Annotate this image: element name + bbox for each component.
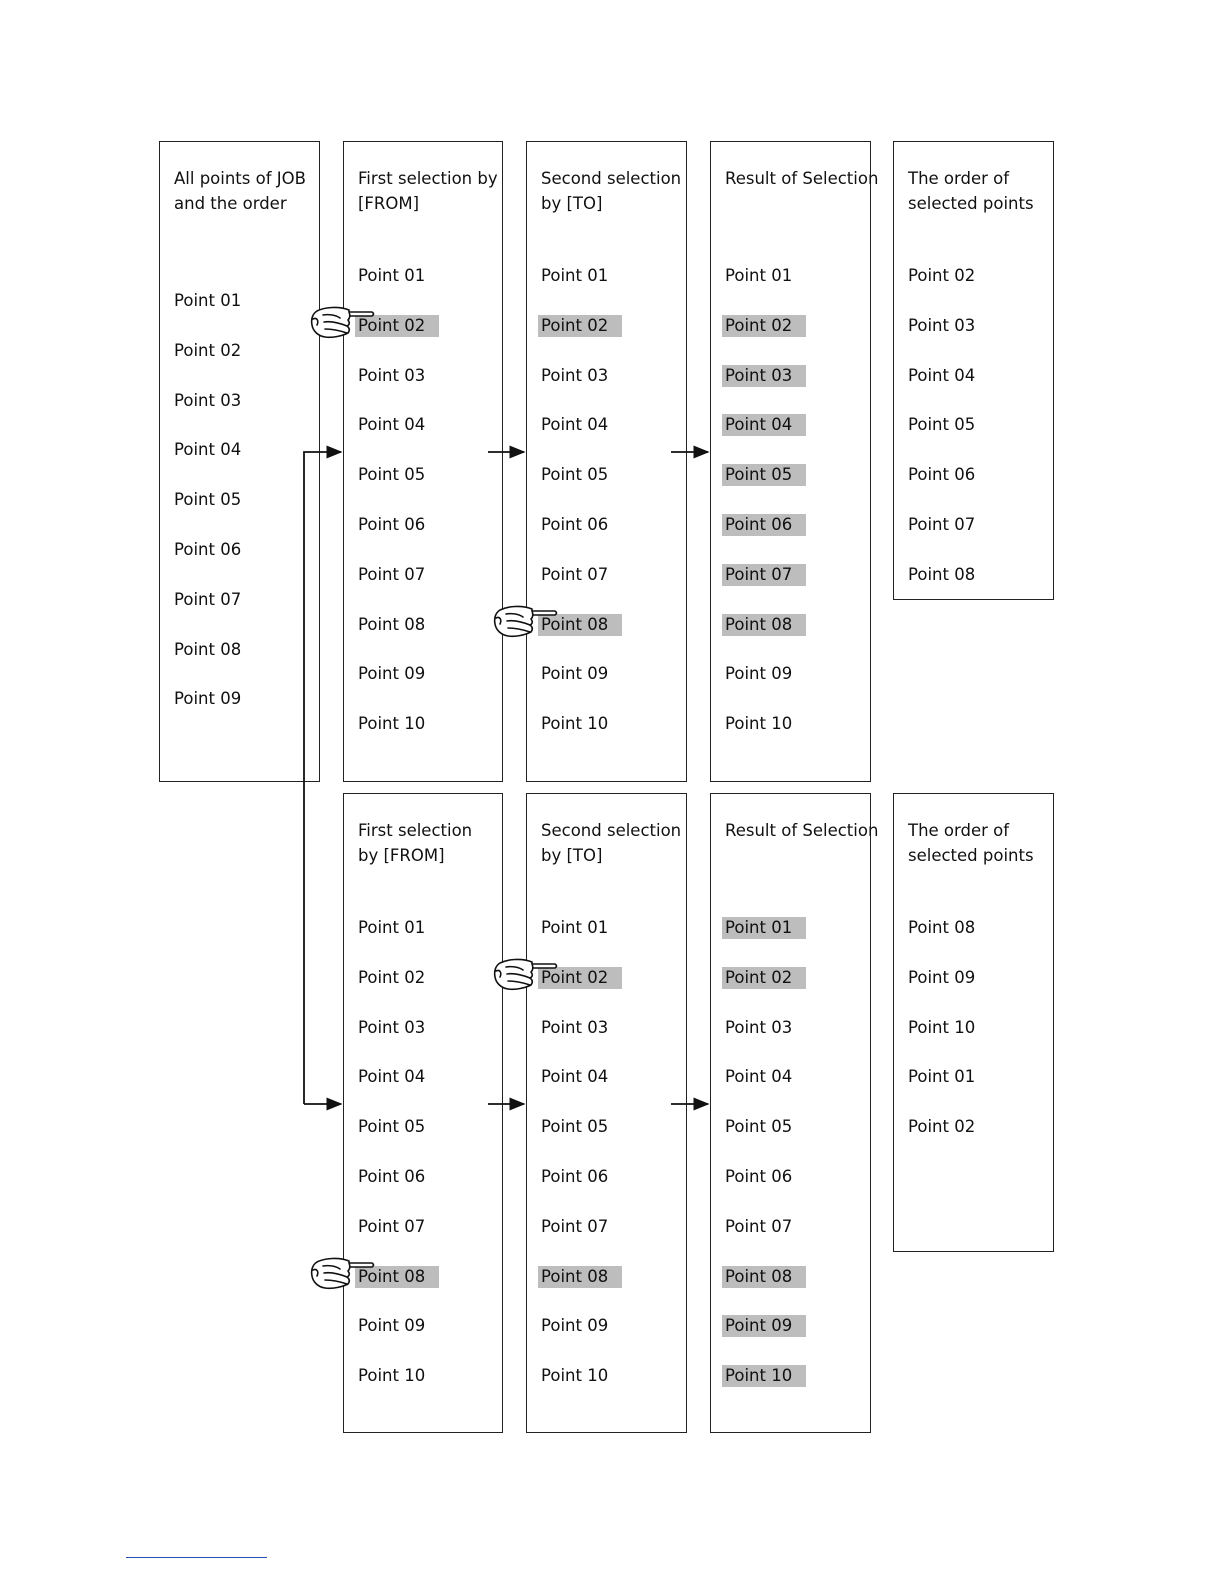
point-item: Point 01 [722,917,806,939]
point-item: Point 04 [358,1067,426,1087]
point-item: Point 06 [908,465,976,485]
point-item: Point 02 [538,315,622,337]
point-item: Point 03 [908,315,976,335]
footer-rule [126,1557,267,1558]
point-item: Point 03 [541,365,609,385]
point-item: Point 04 [541,1067,609,1087]
panel-header: Result of Selection [725,821,879,840]
point-item: Point 05 [174,490,242,510]
panel-header: The order of selected points [908,169,1034,213]
point-item: Point 05 [541,1117,609,1137]
point-item: Point 02 [722,315,806,337]
point-item: Point 10 [358,1366,426,1386]
point-item: Point 08 [174,639,242,659]
point-item: Point 04 [725,1067,793,1087]
point-item: Point 09 [358,1316,426,1336]
point-item: Point 03 [358,1017,426,1037]
panel-header: Result of Selection [725,169,879,188]
point-item: Point 02 [538,967,622,989]
point-item: Point 01 [541,918,609,937]
point-item: Point 03 [358,365,426,385]
point-item: Point 10 [725,714,793,734]
point-item: Point 07 [541,1216,609,1236]
point-item: Point 01 [725,266,793,285]
point-item: Point 03 [722,365,806,387]
point-item: Point 04 [174,440,242,460]
point-item: Point 05 [358,465,426,485]
point-item: Point 04 [541,415,609,435]
point-item: Point 10 [908,1017,976,1037]
panel-header: The order of selected points [908,821,1034,865]
pointing-hand-icon [309,305,375,341]
point-item: Point 06 [541,1167,609,1186]
point-item: Point 01 [358,918,426,937]
point-item: Point 02 [722,967,806,989]
point-item: Point 09 [541,664,609,684]
point-item: Point 01 [908,1067,976,1087]
point-item: Point 05 [541,465,609,485]
point-item: Point 10 [358,714,426,734]
point-item: Point 07 [908,515,976,534]
point-item: Point 04 [722,414,806,436]
point-item: Point 01 [358,266,426,285]
point-item: Point 08 [538,1266,622,1288]
point-item: Point 08 [908,918,976,937]
point-item: Point 06 [358,1167,426,1186]
point-item: Point 08 [358,614,426,634]
point-item: Point 09 [725,664,793,684]
point-item: Point 04 [908,365,976,385]
point-item: Point 05 [908,415,976,435]
point-item: Point 06 [722,514,806,536]
panel-header: First selection by [FROM] [358,821,473,865]
point-item: Point 06 [725,1167,793,1186]
pointing-hand-icon [492,957,558,993]
point-item: Point 02 [174,340,242,360]
point-item: Point 10 [722,1365,806,1387]
point-item: Point 03 [725,1017,793,1037]
point-item: Point 08 [908,564,976,584]
point-item: Point 07 [725,1216,793,1236]
panel-header: All points of JOB and the order [174,169,306,213]
point-item: Point 03 [541,1017,609,1037]
point-item: Point 07 [722,564,806,586]
point-item: Point 08 [538,614,622,636]
point-item: Point 02 [908,266,976,285]
point-item: Point 10 [541,714,609,734]
point-item: Point 06 [358,515,426,534]
point-item: Point 09 [174,689,242,709]
point-item: Point 04 [358,415,426,435]
panel-header: Second selection by [TO] [541,169,682,213]
point-item: Point 09 [358,664,426,684]
point-item: Point 08 [722,1266,806,1288]
point-item: Point 06 [541,515,609,534]
point-item: Point 05 [722,464,806,486]
point-item: Point 01 [174,291,242,310]
point-item: Point 07 [358,1216,426,1236]
point-item: Point 02 [355,315,439,337]
point-item: Point 05 [725,1117,793,1137]
point-item: Point 03 [174,390,242,410]
point-item: Point 08 [722,614,806,636]
point-item: Point 05 [358,1117,426,1137]
point-item: Point 06 [174,540,242,559]
point-item: Point 07 [174,589,242,609]
point-item: Point 07 [541,564,609,584]
panel-header: First selection by [FROM] [358,169,498,213]
point-item: Point 09 [541,1316,609,1336]
point-item: Point 09 [722,1315,806,1337]
point-item: Point 02 [908,1117,976,1137]
point-item: Point 09 [908,967,976,987]
pointing-hand-icon [309,1256,375,1292]
branch-arrow-row-1 [304,452,341,1104]
point-item: Point 01 [541,266,609,285]
point-item: Point 07 [358,564,426,584]
point-item: Point 08 [355,1266,439,1288]
pointing-hand-icon [492,604,558,640]
panel-header: Second selection by [TO] [541,821,682,865]
point-item: Point 10 [541,1366,609,1386]
point-item: Point 02 [358,967,426,987]
